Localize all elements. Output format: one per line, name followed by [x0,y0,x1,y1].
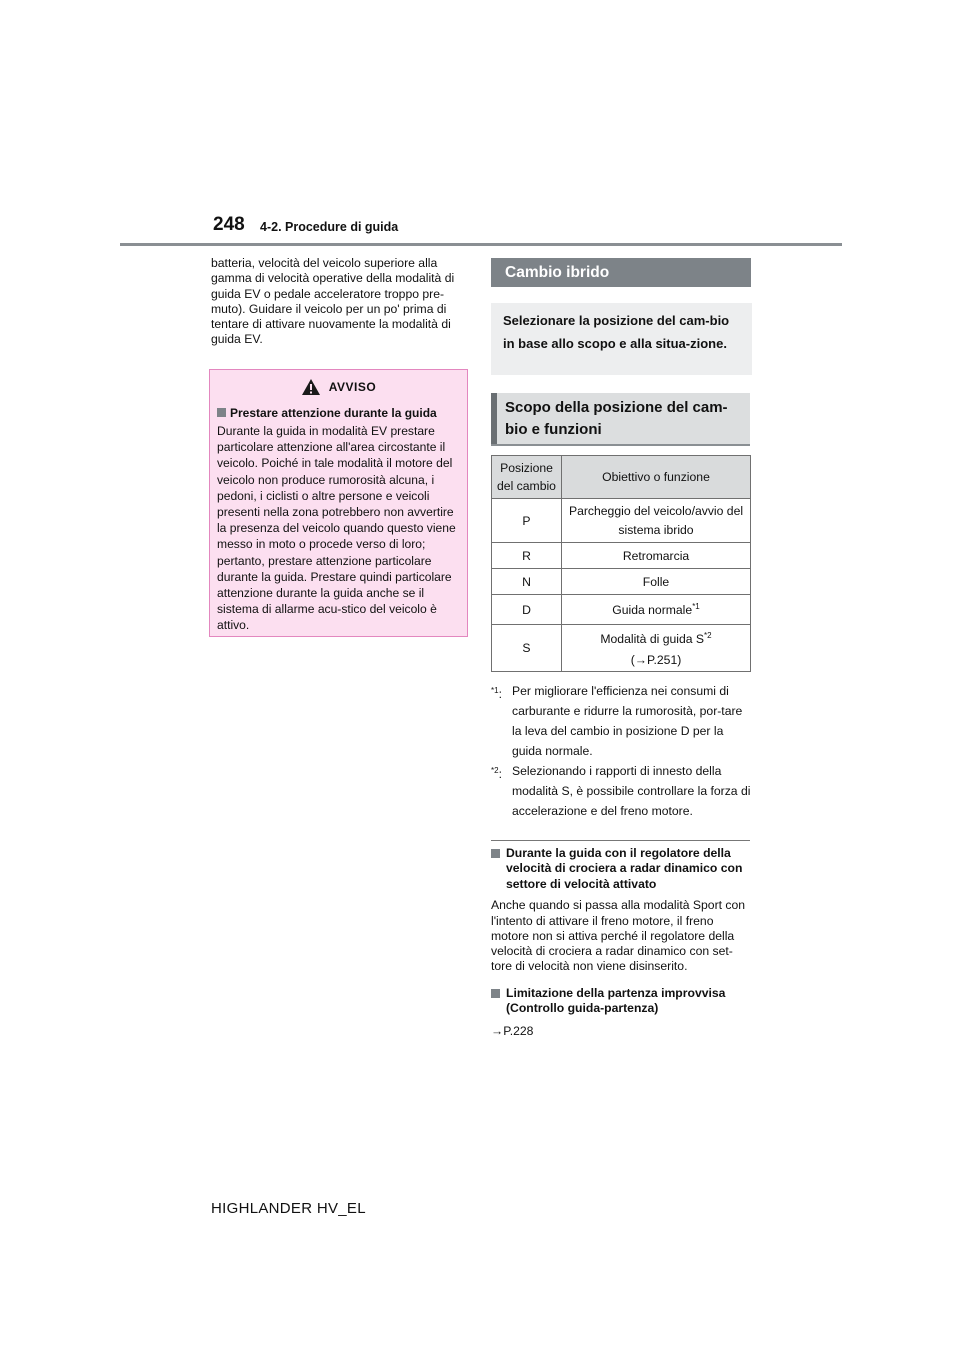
section-body: Anche quando si passa alla modalità Sport con l'intento di attivare il freno motore, il freno motore non si attiva perché il regolatore della velocità di crociera a radar dinamico con set-tore di velocità non viene disinserito. [491,898,746,974]
footnote-text: Selezionando i rapporti di innesto della modalità S, è possibile controllare la forza di accelerazione e del freno motore. [512,764,751,818]
warning-label: AVVISO [328,380,377,394]
warning-box [209,369,468,637]
gear-position: S [492,625,562,672]
gear-function: Retromarcia [562,543,751,569]
page-reference: (→P.251) [630,652,682,667]
table-row [492,625,751,672]
section-cruise-control [491,846,753,975]
footnotes [491,681,753,821]
table-row [492,543,751,569]
intro-paragraph: batteria, velocità del veicolo superiore alla gamma di velocità operative della modalità di guida EV o pedale acceleratore troppo pre-muto). Guidare il veicolo per un po' prima di tentare di attivare nuovamente la modalità di guida EV. [211,256,455,347]
footnote-text: Per migliorare l'efficienza nei consumi di carburante e ridurre la rumorosità, por-tare la leva del cambio in posizione D per la guida normale. [512,684,743,758]
footnote-ref: *1 [692,601,700,611]
section-body: →P.228 [491,1023,534,1038]
section-title: Limitazione della partenza improvvisa (Controllo guida-partenza) [491,986,753,1017]
footnote-ref: *2 [704,631,712,641]
gear-function: Guida normale$^{*1}$ [562,595,751,625]
section-launch-control [491,986,753,1039]
table-row [492,595,751,625]
warning-header [210,370,467,404]
warning-title: Prestare attenzione durante la guida [217,405,465,421]
table-row [492,569,751,595]
gear-position: R [492,543,562,569]
gear-position: P [492,499,562,543]
table-header-row [492,456,751,499]
table-row [492,499,751,543]
section-title: Durante la guida con il regolatore della velocità di crociera a radar dinamico con settore di velocità attivato [491,846,753,892]
section-divider [491,840,750,841]
square-bullet-icon [217,408,226,417]
gear-position: N [492,569,562,595]
table-header-function: Obiettivo o funzione [562,456,751,499]
subheading-text: Scopo della posizione del cam-bio e funzioni [505,399,728,438]
square-bullet-icon [491,849,500,858]
footnote-mark: *1 [491,686,499,695]
chapter-banner: Cambio ibrido [491,258,751,287]
gear-function: Parcheggio del veicolo/avvio del sistema ibrido [562,499,751,543]
gear-table [491,455,751,672]
gear-function: Modalità di guida $S^{*2}$ (→P.251) [562,625,751,672]
warning-icon [301,378,321,396]
intro-box: Selezionare la posizione del cam-bio in base allo scopo e alla situa-zione. [491,303,752,375]
section-title: 4-2. Procedure di guida [260,220,399,234]
table-header-position: Posizione del cambio [492,456,562,499]
gear-function: Folle [562,569,751,595]
square-bullet-icon [491,989,500,998]
footnote-1: $^{*1}$: Per migliorare l'efficienza nei consumi di carburante e ridurre la rumorosità, por-tare la leva del cambio in posizione D per la guida normale. [491,684,743,758]
footnote-mark: *2 [491,766,499,775]
footer-model: HIGHLANDER HV_EL [211,1200,366,1217]
warning-body: Durante la guida in modalità EV prestare particolare attenzione all'area circostante il veicolo. Poiché in tale modalità il motore del veicolo non produce rumorosità alcuna, i pedoni, i ciclisti o altre persone e veicoli presenti nella zona potrebbero non avvertire la presenza del veicolo quando questo viene messo in moto o procede verso di loro; pertanto, prestare attenzione particolare durante la guida. Prestare quindi particolare attenzione durante la guida anche se il sistema di allarme acu-stico del veicolo è attivo. [217,424,456,633]
subheading-box [491,393,750,446]
footnote-2: $^{*2}$: Selezionando i rapporti di innesto della modalità S, è possibile controllare la forza di accelerazione e del freno motore. [491,764,751,818]
header-rule [120,243,842,246]
subheading-bar [491,393,497,444]
gear-position: D [492,595,562,625]
page-number: 248 [213,214,245,235]
